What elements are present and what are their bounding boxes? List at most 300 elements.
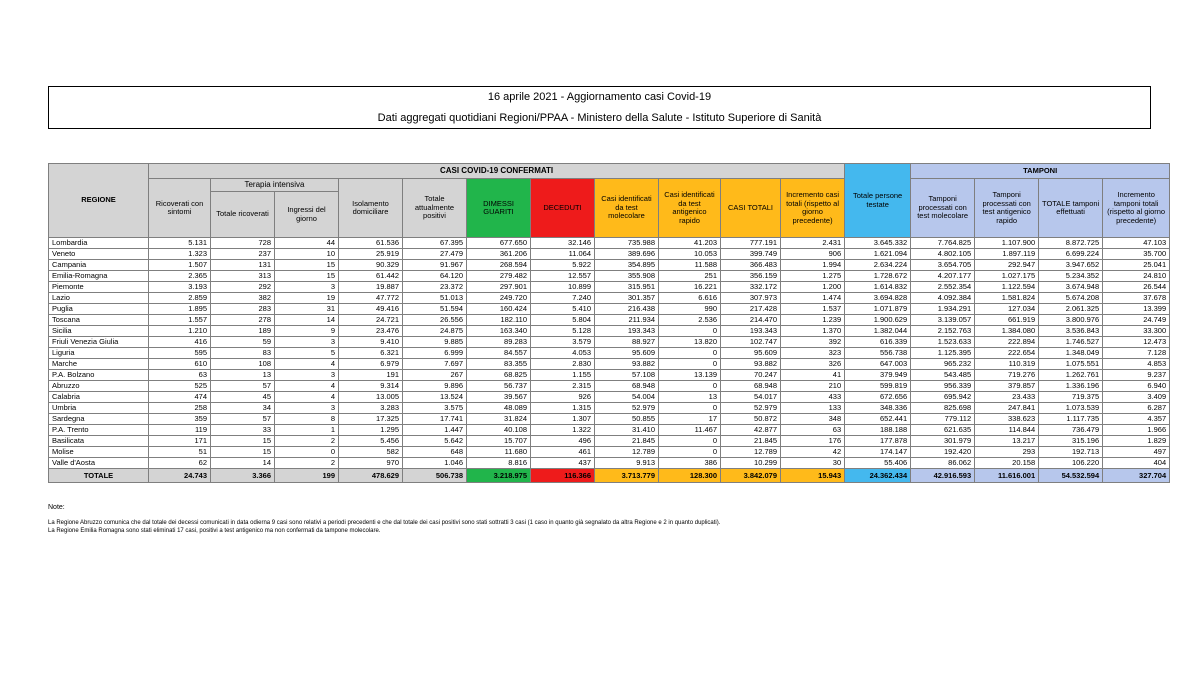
table-row bbox=[49, 436, 1170, 447]
cell-regione: Veneto bbox=[49, 249, 149, 260]
cell-antigenico: 41.203 bbox=[659, 238, 721, 249]
cell-persone-testate: 647.003 bbox=[845, 359, 911, 370]
cell-molecolare: 735.988 bbox=[595, 238, 659, 249]
cell-casi-totali: 50.872 bbox=[721, 414, 781, 425]
cell-molecolare: 12.789 bbox=[595, 447, 659, 458]
cell-ti-totale: 382 bbox=[211, 293, 275, 304]
column-header-isolamento: Isolamento domiciliare bbox=[339, 179, 403, 238]
cell-casi-totali: 217.428 bbox=[721, 304, 781, 315]
column-header-regione: REGIONE bbox=[49, 164, 149, 238]
cell-regione: Puglia bbox=[49, 304, 149, 315]
cell-casi-totali: 214.470 bbox=[721, 315, 781, 326]
cell-ti-totale: 189 bbox=[211, 326, 275, 337]
cell-dimessi: 48.089 bbox=[467, 403, 531, 414]
cell-deceduti: 2.830 bbox=[531, 359, 595, 370]
cell-tamponi-antigenico: 1.122.594 bbox=[975, 282, 1039, 293]
cell-positivi: 7.697 bbox=[403, 359, 467, 370]
column-header-tamponi-totale: TOTALE tamponi effettuati bbox=[1039, 179, 1103, 238]
cell-tamponi-antigenico: 222.894 bbox=[975, 337, 1039, 348]
cell-tamponi-totale: 1.348.049 bbox=[1039, 348, 1103, 359]
cell-ti-totale: 283 bbox=[211, 304, 275, 315]
cell-incremento: 42 bbox=[781, 447, 845, 458]
cell-tamponi-antigenico: 127.034 bbox=[975, 304, 1039, 315]
cell-tamponi-antigenico: 114.844 bbox=[975, 425, 1039, 436]
cell-ricoverati: 359 bbox=[149, 414, 211, 425]
cell-tamponi-molecolare: 3.139.057 bbox=[911, 315, 975, 326]
cell-deceduti: 32.146 bbox=[531, 238, 595, 249]
cell-tamponi-totale: 1.262.761 bbox=[1039, 370, 1103, 381]
cell-tamponi-incremento: 4.357 bbox=[1103, 414, 1170, 425]
cell-incremento: 326 bbox=[781, 359, 845, 370]
cell-ricoverati: 416 bbox=[149, 337, 211, 348]
cell-persone-testate: 348.336 bbox=[845, 403, 911, 414]
cell-tamponi-antigenico: 23.433 bbox=[975, 392, 1039, 403]
cell-ti-totale: 34 bbox=[211, 403, 275, 414]
cell-incremento: 41 bbox=[781, 370, 845, 381]
cell-ricoverati: 119 bbox=[149, 425, 211, 436]
cell-deceduti: 4.053 bbox=[531, 348, 595, 359]
cell-casi-totali: 366.483 bbox=[721, 260, 781, 271]
table-row bbox=[49, 348, 1170, 359]
cell-positivi: 27.479 bbox=[403, 249, 467, 260]
cell-isolamento: 9.410 bbox=[339, 337, 403, 348]
table-row bbox=[49, 282, 1170, 293]
cell-molecolare: 52.979 bbox=[595, 403, 659, 414]
cell-molecolare: 301.357 bbox=[595, 293, 659, 304]
cell-casi-totali: 356.159 bbox=[721, 271, 781, 282]
cell-molecolare: 354.895 bbox=[595, 260, 659, 271]
table-row bbox=[49, 381, 1170, 392]
cell-ti-totale: 59 bbox=[211, 337, 275, 348]
cell-deceduti: 5.128 bbox=[531, 326, 595, 337]
cell-tamponi-totale: 8.872.725 bbox=[1039, 238, 1103, 249]
cell-tamponi-incremento: 37.678 bbox=[1103, 293, 1170, 304]
column-header-antigenico: Casi identificati da test antigenico rapido bbox=[659, 179, 721, 238]
cell-deceduti: 5.410 bbox=[531, 304, 595, 315]
cell-antigenico: 386 bbox=[659, 458, 721, 469]
cell-tamponi-totale: 192.713 bbox=[1039, 447, 1103, 458]
cell-molecolare: 50.855 bbox=[595, 414, 659, 425]
cell-casi-totali: 93.882 bbox=[721, 359, 781, 370]
cell-regione: Emilia-Romagna bbox=[49, 271, 149, 282]
cell-tamponi-molecolare: 779.112 bbox=[911, 414, 975, 425]
cell-molecolare: 355.908 bbox=[595, 271, 659, 282]
cell-regione: Liguria bbox=[49, 348, 149, 359]
cell-positivi: 5.642 bbox=[403, 436, 467, 447]
cell-ti-totale: 278 bbox=[211, 315, 275, 326]
cell-ti-ingressi: 3 bbox=[275, 337, 339, 348]
cell-positivi: 23.372 bbox=[403, 282, 467, 293]
cell-ricoverati: 171 bbox=[149, 436, 211, 447]
table-row bbox=[49, 271, 1170, 282]
note-line-1: La Regione Abruzzo comunica che dal totale dei decessi comunicati in data odierna 9 casi sono relativi a periodi precedenti e che dal totale dei casi positivi sono stati sottratti 3 casi (1 caso in quanto già segnalato da altra Regione e 2 in quanto duplicati). bbox=[48, 520, 721, 526]
cell-antigenico: 0 bbox=[659, 381, 721, 392]
cell-positivi: 9.896 bbox=[403, 381, 467, 392]
cell-tamponi-incremento: 26.544 bbox=[1103, 282, 1170, 293]
cell-ricoverati: 5.131 bbox=[149, 238, 211, 249]
cell-molecolare: 315.951 bbox=[595, 282, 659, 293]
cell-tamponi-totale: 5.234.352 bbox=[1039, 271, 1103, 282]
cell-tamponi-incremento: 13.399 bbox=[1103, 304, 1170, 315]
total-incremento: 15.943 bbox=[781, 469, 845, 483]
total-isolamento: 478.629 bbox=[339, 469, 403, 483]
cell-tamponi-molecolare: 2.152.763 bbox=[911, 326, 975, 337]
cell-tamponi-incremento: 9.237 bbox=[1103, 370, 1170, 381]
cell-regione: Lombardia bbox=[49, 238, 149, 249]
cell-isolamento: 9.314 bbox=[339, 381, 403, 392]
group-header-tamponi: TAMPONI bbox=[911, 164, 1170, 179]
cell-dimessi: 279.482 bbox=[467, 271, 531, 282]
column-header-molecolare: Casi identificati da test molecolare bbox=[595, 179, 659, 238]
cell-isolamento: 49.416 bbox=[339, 304, 403, 315]
cell-ti-ingressi: 5 bbox=[275, 348, 339, 359]
cell-ti-totale: 13 bbox=[211, 370, 275, 381]
cell-dimessi: 361.206 bbox=[467, 249, 531, 260]
note-line-2: La Regione Emilia Romagna sono stati eliminati 17 casi, positivi a test antigenico ma non confermati da tampone molecolare. bbox=[48, 528, 381, 534]
cell-persone-testate: 379.949 bbox=[845, 370, 911, 381]
cell-antigenico: 251 bbox=[659, 271, 721, 282]
cell-tamponi-incremento: 47.103 bbox=[1103, 238, 1170, 249]
cell-antigenico: 0 bbox=[659, 326, 721, 337]
cell-tamponi-molecolare: 1.934.291 bbox=[911, 304, 975, 315]
total-molecolare: 3.713.779 bbox=[595, 469, 659, 483]
cell-tamponi-molecolare: 1.125.395 bbox=[911, 348, 975, 359]
total-positivi: 506.738 bbox=[403, 469, 467, 483]
cell-persone-testate: 556.738 bbox=[845, 348, 911, 359]
cell-tamponi-totale: 3.536.843 bbox=[1039, 326, 1103, 337]
column-header-tamponi-incremento: Incremento tamponi totali (rispetto al giorno precedente) bbox=[1103, 179, 1170, 238]
cell-tamponi-molecolare: 1.523.633 bbox=[911, 337, 975, 348]
cell-tamponi-molecolare: 4.092.384 bbox=[911, 293, 975, 304]
cell-persone-testate: 2.634.224 bbox=[845, 260, 911, 271]
cell-regione: Calabria bbox=[49, 392, 149, 403]
cell-tamponi-totale: 5.674.208 bbox=[1039, 293, 1103, 304]
cell-molecolare: 93.882 bbox=[595, 359, 659, 370]
cell-tamponi-molecolare: 4.207.177 bbox=[911, 271, 975, 282]
cell-dimessi: 8.816 bbox=[467, 458, 531, 469]
cell-tamponi-antigenico: 1.897.119 bbox=[975, 249, 1039, 260]
table-row bbox=[49, 392, 1170, 403]
cell-molecolare: 21.845 bbox=[595, 436, 659, 447]
total-tamponi-incremento: 327.704 bbox=[1103, 469, 1170, 483]
cell-casi-totali: 102.747 bbox=[721, 337, 781, 348]
cell-persone-testate: 1.621.094 bbox=[845, 249, 911, 260]
cell-ti-totale: 15 bbox=[211, 447, 275, 458]
cell-ricoverati: 474 bbox=[149, 392, 211, 403]
cell-ricoverati: 595 bbox=[149, 348, 211, 359]
cell-tamponi-molecolare: 3.654.705 bbox=[911, 260, 975, 271]
cell-ti-ingressi: 3 bbox=[275, 370, 339, 381]
table-row bbox=[49, 260, 1170, 271]
cell-incremento: 63 bbox=[781, 425, 845, 436]
cell-regione: Abruzzo bbox=[49, 381, 149, 392]
cell-persone-testate: 3.645.332 bbox=[845, 238, 911, 249]
cell-incremento: 1.474 bbox=[781, 293, 845, 304]
cell-tamponi-incremento: 24.810 bbox=[1103, 271, 1170, 282]
cell-casi-totali: 12.789 bbox=[721, 447, 781, 458]
cell-ti-ingressi: 3 bbox=[275, 282, 339, 293]
cell-antigenico: 990 bbox=[659, 304, 721, 315]
cell-tamponi-antigenico: 247.841 bbox=[975, 403, 1039, 414]
cell-positivi: 648 bbox=[403, 447, 467, 458]
cell-ti-ingressi: 2 bbox=[275, 458, 339, 469]
cell-dimessi: 268.594 bbox=[467, 260, 531, 271]
cell-isolamento: 1.295 bbox=[339, 425, 403, 436]
cell-dimessi: 163.340 bbox=[467, 326, 531, 337]
column-header-ricoverati: Ricoverati con sintomi bbox=[149, 179, 211, 238]
cell-incremento: 433 bbox=[781, 392, 845, 403]
cell-tamponi-incremento: 25.041 bbox=[1103, 260, 1170, 271]
table-row bbox=[49, 293, 1170, 304]
cell-deceduti: 7.240 bbox=[531, 293, 595, 304]
cell-positivi: 67.395 bbox=[403, 238, 467, 249]
cell-casi-totali: 68.948 bbox=[721, 381, 781, 392]
cell-casi-totali: 54.017 bbox=[721, 392, 781, 403]
total-tamponi-totale: 54.532.594 bbox=[1039, 469, 1103, 483]
cell-ricoverati: 525 bbox=[149, 381, 211, 392]
cell-molecolare: 9.913 bbox=[595, 458, 659, 469]
cell-casi-totali: 10.299 bbox=[721, 458, 781, 469]
cell-casi-totali: 332.172 bbox=[721, 282, 781, 293]
cell-tamponi-incremento: 1.829 bbox=[1103, 436, 1170, 447]
cell-dimessi: 160.424 bbox=[467, 304, 531, 315]
cell-positivi: 26.556 bbox=[403, 315, 467, 326]
cell-tamponi-incremento: 7.128 bbox=[1103, 348, 1170, 359]
total-persone-testate: 24.362.434 bbox=[845, 469, 911, 483]
cell-ti-ingressi: 8 bbox=[275, 414, 339, 425]
cell-isolamento: 19.887 bbox=[339, 282, 403, 293]
cell-ti-totale: 131 bbox=[211, 260, 275, 271]
cell-tamponi-totale: 2.061.325 bbox=[1039, 304, 1103, 315]
cell-ti-ingressi: 15 bbox=[275, 271, 339, 282]
cell-tamponi-totale: 719.375 bbox=[1039, 392, 1103, 403]
cell-antigenico: 10.053 bbox=[659, 249, 721, 260]
cell-persone-testate: 188.188 bbox=[845, 425, 911, 436]
cell-regione: Lazio bbox=[49, 293, 149, 304]
cell-ricoverati: 1.507 bbox=[149, 260, 211, 271]
cell-ti-ingressi: 1 bbox=[275, 425, 339, 436]
cell-positivi: 17.741 bbox=[403, 414, 467, 425]
cell-ti-ingressi: 44 bbox=[275, 238, 339, 249]
cell-ricoverati: 63 bbox=[149, 370, 211, 381]
cell-regione: Sicilia bbox=[49, 326, 149, 337]
cell-ricoverati: 1.557 bbox=[149, 315, 211, 326]
table-row bbox=[49, 447, 1170, 458]
cell-positivi: 3.575 bbox=[403, 403, 467, 414]
cell-tamponi-antigenico: 293 bbox=[975, 447, 1039, 458]
cell-deceduti: 437 bbox=[531, 458, 595, 469]
total-casi-totali: 3.842.079 bbox=[721, 469, 781, 483]
report-title: 16 aprile 2021 - Aggiornamento casi Covid-19 bbox=[487, 91, 712, 103]
table-body bbox=[49, 238, 1170, 483]
cell-tamponi-incremento: 1.966 bbox=[1103, 425, 1170, 436]
cell-molecolare: 95.609 bbox=[595, 348, 659, 359]
cell-tamponi-incremento: 6.940 bbox=[1103, 381, 1170, 392]
cell-tamponi-antigenico: 1.027.175 bbox=[975, 271, 1039, 282]
cell-molecolare: 193.343 bbox=[595, 326, 659, 337]
cell-ti-totale: 57 bbox=[211, 381, 275, 392]
cell-antigenico: 17 bbox=[659, 414, 721, 425]
cell-molecolare: 216.438 bbox=[595, 304, 659, 315]
cell-tamponi-antigenico: 661.919 bbox=[975, 315, 1039, 326]
cell-tamponi-incremento: 6.287 bbox=[1103, 403, 1170, 414]
cell-casi-totali: 95.609 bbox=[721, 348, 781, 359]
cell-antigenico: 0 bbox=[659, 403, 721, 414]
cell-isolamento: 970 bbox=[339, 458, 403, 469]
cell-deceduti: 5.804 bbox=[531, 315, 595, 326]
cell-isolamento: 23.476 bbox=[339, 326, 403, 337]
cell-antigenico: 13.139 bbox=[659, 370, 721, 381]
cell-dimessi: 68.825 bbox=[467, 370, 531, 381]
cell-ti-totale: 15 bbox=[211, 436, 275, 447]
cell-antigenico: 13.820 bbox=[659, 337, 721, 348]
cell-incremento: 348 bbox=[781, 414, 845, 425]
cell-positivi: 1.447 bbox=[403, 425, 467, 436]
table-row bbox=[49, 458, 1170, 469]
cell-ti-totale: 108 bbox=[211, 359, 275, 370]
cell-tamponi-antigenico: 110.319 bbox=[975, 359, 1039, 370]
cell-isolamento: 24.721 bbox=[339, 315, 403, 326]
cell-tamponi-antigenico: 20.158 bbox=[975, 458, 1039, 469]
cell-dimessi: 39.567 bbox=[467, 392, 531, 403]
cell-casi-totali: 42.877 bbox=[721, 425, 781, 436]
cell-incremento: 323 bbox=[781, 348, 845, 359]
cell-ti-totale: 313 bbox=[211, 271, 275, 282]
cell-isolamento: 5.456 bbox=[339, 436, 403, 447]
cell-persone-testate: 1.071.879 bbox=[845, 304, 911, 315]
cell-ricoverati: 610 bbox=[149, 359, 211, 370]
cell-tamponi-totale: 315.196 bbox=[1039, 436, 1103, 447]
cell-molecolare: 57.108 bbox=[595, 370, 659, 381]
cell-regione: Valle d'Aosta bbox=[49, 458, 149, 469]
cell-isolamento: 17.325 bbox=[339, 414, 403, 425]
cell-tamponi-antigenico: 379.857 bbox=[975, 381, 1039, 392]
cell-tamponi-incremento: 497 bbox=[1103, 447, 1170, 458]
cell-deceduti: 926 bbox=[531, 392, 595, 403]
cell-incremento: 906 bbox=[781, 249, 845, 260]
cell-tamponi-incremento: 4.853 bbox=[1103, 359, 1170, 370]
column-header-tamponi-molecolare: Tamponi processati con test molecolare bbox=[911, 179, 975, 238]
cell-deceduti: 2.315 bbox=[531, 381, 595, 392]
cell-regione: P.A. Trento bbox=[49, 425, 149, 436]
total-antigenico: 128.300 bbox=[659, 469, 721, 483]
cell-positivi: 24.875 bbox=[403, 326, 467, 337]
cell-tamponi-incremento: 24.749 bbox=[1103, 315, 1170, 326]
cell-casi-totali: 52.979 bbox=[721, 403, 781, 414]
total-ricoverati: 24.743 bbox=[149, 469, 211, 483]
column-header-persone-testate: Totale persone testate bbox=[845, 164, 911, 238]
cell-deceduti: 1.155 bbox=[531, 370, 595, 381]
cell-tamponi-molecolare: 825.698 bbox=[911, 403, 975, 414]
cell-tamponi-molecolare: 543.485 bbox=[911, 370, 975, 381]
cell-incremento: 176 bbox=[781, 436, 845, 447]
total-deceduti: 116.366 bbox=[531, 469, 595, 483]
cell-casi-totali: 777.191 bbox=[721, 238, 781, 249]
cell-tamponi-molecolare: 965.232 bbox=[911, 359, 975, 370]
cell-dimessi: 249.720 bbox=[467, 293, 531, 304]
column-header-ti-totale: Totale ricoverati bbox=[211, 192, 275, 238]
cell-regione: Marche bbox=[49, 359, 149, 370]
total-ti-totale: 3.366 bbox=[211, 469, 275, 483]
cell-tamponi-antigenico: 338.623 bbox=[975, 414, 1039, 425]
total-row bbox=[49, 469, 1170, 483]
cell-tamponi-molecolare: 621.635 bbox=[911, 425, 975, 436]
cell-tamponi-antigenico: 1.384.080 bbox=[975, 326, 1039, 337]
total-tamponi-molecolare: 42.916.593 bbox=[911, 469, 975, 483]
cell-molecolare: 31.410 bbox=[595, 425, 659, 436]
cell-casi-totali: 70.247 bbox=[721, 370, 781, 381]
table-row bbox=[49, 326, 1170, 337]
cell-molecolare: 54.004 bbox=[595, 392, 659, 403]
cell-incremento: 392 bbox=[781, 337, 845, 348]
cell-ti-totale: 57 bbox=[211, 414, 275, 425]
cell-dimessi: 677.650 bbox=[467, 238, 531, 249]
table-row bbox=[49, 304, 1170, 315]
table-row bbox=[49, 370, 1170, 381]
cell-isolamento: 3.283 bbox=[339, 403, 403, 414]
cell-persone-testate: 177.878 bbox=[845, 436, 911, 447]
cell-tamponi-antigenico: 292.947 bbox=[975, 260, 1039, 271]
cell-antigenico: 0 bbox=[659, 348, 721, 359]
cell-deceduti: 5.922 bbox=[531, 260, 595, 271]
table-row bbox=[49, 359, 1170, 370]
cell-casi-totali: 193.343 bbox=[721, 326, 781, 337]
cell-dimessi: 89.283 bbox=[467, 337, 531, 348]
cell-ti-totale: 33 bbox=[211, 425, 275, 436]
cell-tamponi-molecolare: 695.942 bbox=[911, 392, 975, 403]
cell-tamponi-antigenico: 222.654 bbox=[975, 348, 1039, 359]
cell-ti-ingressi: 4 bbox=[275, 392, 339, 403]
table-row bbox=[49, 425, 1170, 436]
cell-ricoverati: 2.859 bbox=[149, 293, 211, 304]
cell-incremento: 1.275 bbox=[781, 271, 845, 282]
total-dimessi: 3.218.975 bbox=[467, 469, 531, 483]
cell-molecolare: 389.696 bbox=[595, 249, 659, 260]
column-header-casi-totali: CASI TOTALI bbox=[721, 179, 781, 238]
cell-regione: Toscana bbox=[49, 315, 149, 326]
cell-tamponi-antigenico: 13.217 bbox=[975, 436, 1039, 447]
cell-antigenico: 11.467 bbox=[659, 425, 721, 436]
cell-persone-testate: 1.900.629 bbox=[845, 315, 911, 326]
cell-tamponi-incremento: 35.700 bbox=[1103, 249, 1170, 260]
cell-ricoverati: 3.193 bbox=[149, 282, 211, 293]
cell-tamponi-totale: 3.947.652 bbox=[1039, 260, 1103, 271]
cell-deceduti: 11.064 bbox=[531, 249, 595, 260]
cell-ti-ingressi: 2 bbox=[275, 436, 339, 447]
cell-isolamento: 90.329 bbox=[339, 260, 403, 271]
cell-ricoverati: 1.323 bbox=[149, 249, 211, 260]
column-header-ti-ingressi: Ingressi del giorno bbox=[275, 192, 339, 238]
cell-antigenico: 0 bbox=[659, 359, 721, 370]
cell-tamponi-totale: 1.117.735 bbox=[1039, 414, 1103, 425]
table-row bbox=[49, 249, 1170, 260]
cell-ricoverati: 2.365 bbox=[149, 271, 211, 282]
cell-ti-totale: 292 bbox=[211, 282, 275, 293]
group-header-casi: CASI COVID-19 CONFERMATI bbox=[149, 164, 845, 179]
cell-ti-totale: 237 bbox=[211, 249, 275, 260]
cell-molecolare: 211.934 bbox=[595, 315, 659, 326]
cell-ti-ingressi: 15 bbox=[275, 260, 339, 271]
cell-dimessi: 11.680 bbox=[467, 447, 531, 458]
cell-antigenico: 6.616 bbox=[659, 293, 721, 304]
cell-deceduti: 1.322 bbox=[531, 425, 595, 436]
column-header-incremento: Incremento casi totali (rispetto al giorno precedente) bbox=[781, 179, 845, 238]
cell-antigenico: 11.588 bbox=[659, 260, 721, 271]
cell-tamponi-antigenico: 1.581.824 bbox=[975, 293, 1039, 304]
cell-isolamento: 25.919 bbox=[339, 249, 403, 260]
cell-tamponi-totale: 1.073.539 bbox=[1039, 403, 1103, 414]
covid-table bbox=[48, 163, 1170, 483]
